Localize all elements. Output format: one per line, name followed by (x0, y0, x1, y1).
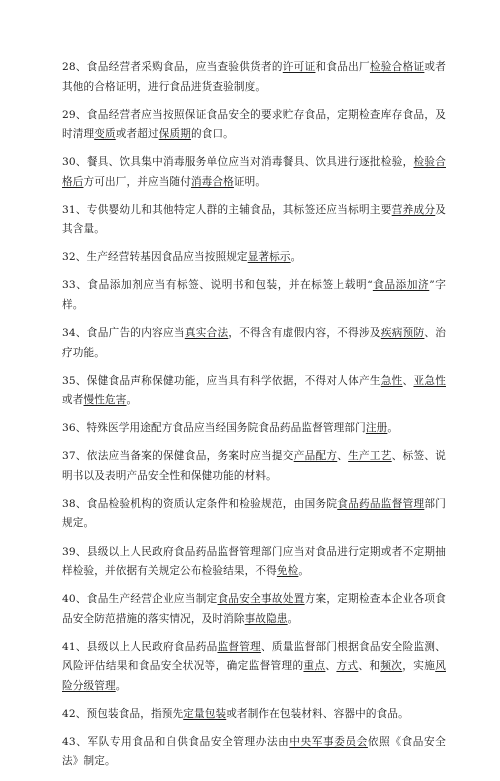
text-run: 和食品出厂 (315, 61, 370, 73)
text-run: 43、军队专用食品和自供食品安全管理办法由 (62, 735, 290, 748)
underlined-term: 消毒合格 (190, 175, 234, 188)
underlined-term: 频次 (380, 660, 403, 673)
text-run: ，实施 (402, 660, 436, 673)
text-run: 34、食品广告的内容应当 (62, 327, 185, 340)
text-run: 及其含量。 (62, 203, 446, 236)
list-item (62, 58, 446, 97)
text-run: 或者 (62, 394, 84, 407)
text-run: 40、食品生产经营企业应当制定 (62, 593, 218, 606)
underlined-term: 免检 (276, 565, 299, 578)
text-run: 32、生产经营转基因食品应当按照规定 (62, 251, 248, 264)
underlined-term: 亚急性 (413, 374, 446, 387)
list-item (62, 201, 446, 240)
underlined-term: 食品添加济 (372, 279, 430, 292)
text-run: 28、食品经营者采购食品，应当查验供货者的 (62, 61, 283, 73)
list-item (62, 447, 446, 486)
list-item (62, 372, 446, 411)
text-run: 方可出厂，并应当随付 (83, 175, 191, 188)
underlined-term: 重点 (303, 660, 326, 673)
list-item (62, 324, 446, 363)
list-item (62, 276, 446, 315)
text-run: ”字样。 (62, 279, 447, 311)
text-run: 36、特殊医学用途配方食品应当经国务院食品药品监督管理部门 (62, 422, 366, 435)
text-run: 39、县级以上人民政府食品药品监督管理部门应当对食品进行定期或者不定期抽样检验，并依据有关规定公布检验结果，不得 (62, 545, 446, 578)
text-run: 的食口。 (190, 128, 234, 141)
text-run: 。 (126, 394, 138, 407)
text-run: 37、依法应当备案的保健食品，务案时应当提交 (62, 450, 294, 463)
list-item (62, 153, 446, 192)
underlined-term: 定量包装 (183, 707, 227, 720)
underlined-term: 方式 (336, 660, 359, 673)
underlined-term: 事故隐患 (244, 612, 288, 625)
text-run: 或者其他的合格证明，进行食品进货查验制度。 (62, 61, 447, 93)
list-item (62, 705, 446, 725)
underlined-term: 变质 (94, 128, 116, 141)
underlined-term: 保质期 (158, 128, 191, 141)
list-item (62, 543, 446, 582)
text-run: 证明。 (233, 175, 267, 188)
text-run: 或者制作在包装材料、容器中的食品。 (226, 707, 409, 720)
text-run: 30、餐具、饮具集中消毒服务单位应当对消毒餐具、饮具进行逐批检验， (62, 156, 414, 169)
text-run: 、 (402, 374, 414, 387)
text-run: 41、县级以上人民政府食品药品 (62, 640, 218, 653)
list-item (62, 419, 446, 439)
text-run: 42、预包装食品，指预先 (62, 707, 184, 720)
underlined-term: 食品药品监督管理 (337, 497, 425, 510)
text-run: 35、保健食品声称保健功能，应当具有科学依据，不得对人体产生 (62, 374, 381, 387)
list-item (62, 106, 446, 145)
text-run: 、质量监督部门根据食品安全险监测、风险评估结果和食品安全状况等，确定监督管理的 (62, 640, 446, 673)
text-run: 。 (298, 565, 310, 578)
underlined-term: 慢性危害 (83, 394, 127, 407)
underlined-term: 风险分级管理 (62, 660, 446, 692)
text-run: 、标签、说明书以及表明产品安全性和保健功能的材料。 (62, 450, 446, 482)
list-item (62, 590, 446, 629)
underlined-term: 食品安全事故处置 (217, 593, 305, 606)
text-run: 、和 (358, 660, 381, 673)
text-run: 、治疗功能。 (62, 327, 447, 359)
text-run: 方案，定期检查本企业各项食品安全防范措施的落实情况，及时消除 (62, 593, 446, 625)
text-run: 。 (387, 422, 399, 435)
underlined-term: 检验合格后 (62, 156, 446, 188)
list-item (62, 638, 446, 697)
underlined-term: 中央军事委员会 (289, 735, 368, 748)
underlined-term: 生产工艺 (348, 450, 392, 463)
text-run: 。 (290, 251, 302, 264)
text-run: 、 (325, 660, 337, 673)
underlined-term: 监督管理 (217, 640, 262, 653)
underlined-term: 营养成分 (391, 203, 436, 216)
list-item (62, 733, 446, 772)
underlined-term: 真实合法 (184, 327, 229, 340)
underlined-term: 产品配方 (293, 450, 338, 463)
text-run: 部门规定。 (62, 497, 446, 530)
text-run: 或者超过 (115, 128, 159, 141)
underlined-term: 检验合格证 (369, 61, 425, 73)
text-run: 31、专供婴幼儿和其他特定人群的主辅食品，其标签还应当标明主要 (62, 203, 392, 216)
underlined-term: 疾病预防 (380, 327, 425, 340)
text-run: ，不得含有虚假内容，不得涉及 (228, 327, 381, 340)
document-page (62, 58, 446, 781)
underlined-term: 显著标示 (247, 251, 291, 264)
text-run: 。 (115, 679, 127, 692)
underlined-term: 注册 (365, 422, 388, 435)
list-item (62, 495, 446, 534)
list-item (62, 248, 446, 268)
text-run: 、 (337, 450, 349, 463)
text-run: 29、食品经营者应当按照保证食品安全的要求贮存食品，定期检查库存食品，及时清理 (62, 108, 446, 141)
text-run: 依照《食品安全法》制定。 (62, 735, 446, 768)
underlined-term: 许可证 (282, 61, 316, 73)
text-run: 33、食品添加剂应当有标签、说明书和包装，并在标签上载明“ (62, 279, 373, 292)
text-run: 。 (287, 612, 299, 625)
underlined-term: 急性 (380, 374, 403, 387)
text-run: 38、食品检验机构的资质认定条件和检验规范，由国务院 (62, 497, 338, 510)
